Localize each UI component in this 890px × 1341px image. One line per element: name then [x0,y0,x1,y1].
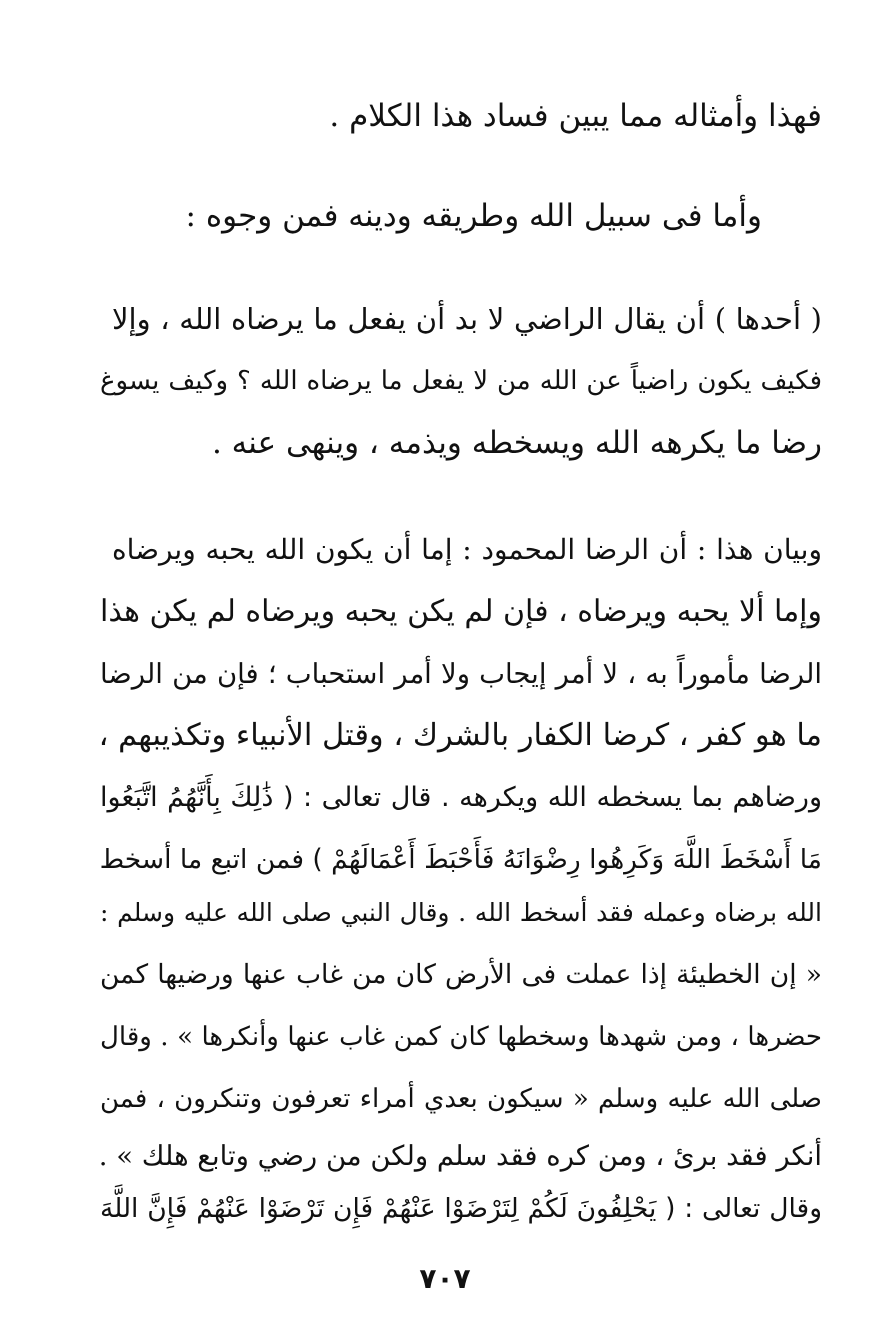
text-line: وإما ألا يحبه ويرضاه ، فإن لم يكن يحبه ويرضاه لم يكن هذا [100,594,822,629]
text-line: وقال تعالى : ( يَحْلِفُونَ لَكُمْ لِتَرْضَوْا عَنْهُمْ فَإِن تَرْضَوْا عَنْهُمْ فَإِنَّ اللَّهَ [100,1193,822,1224]
text-line: حضرها ، ومن شهدها وسخطها كان كمن غاب عنها وأنكرها » . وقال [100,1022,822,1052]
text-line: فهذا وأمثاله مما يبين فساد هذا الكلام . [329,98,822,134]
text-line: « إن الخطيئة إذا عملت فى الأرض كان من غاب عنها ورضيها كمن [100,959,822,990]
section-heading: وأما فى سبيل الله وطريقه ودينه فمن وجوه : [185,198,762,234]
text-line: ورضاهم بما يسخطه الله ويكرهه . قال تعالى : ( ذَٰلِكَ بِأَنَّهُمُ اتَّبَعُوا [100,782,822,813]
text-line: أنكر فقد برئ ، ومن كره فقد سلم ولكن من رضي وتابع هلك » . [98,1140,822,1172]
text-line: وبيان هذا : أن الرضا المحمود : إما أن يكون الله يحبه ويرضاه [112,533,822,566]
text-line: ( أحدها ) أن يقال الراضي لا بد أن يفعل ما يرضاه الله ، وإلا [112,302,822,336]
text-line: ما هو كفر ، كرضا الكفار بالشرك ، وقتل الأنبياء وتكذيبهم ، [98,718,822,753]
text-line: صلى الله عليه وسلم « سيكون بعدي أمراء تعرفون وتنكرون ، فمن [100,1084,822,1114]
text-line: الرضا مأموراً به ، لا أمر إيجاب ولا أمر استحباب ؛ فإن من الرضا [100,658,822,690]
text-line: فكيف يكون راضياً عن الله من لا يفعل ما يرضاه الله ؟ وكيف يسوغ [100,366,822,396]
text-line: مَا أَسْخَطَ اللَّهَ وَكَرِهُوا رِضْوَانَهُ فَأَحْبَطَ أَعْمَالَهُمْ ) فمن اتبع ما أسخط [99,844,822,875]
text-line: الله برضاه وعمله فقد أسخط الله . وقال النبي صلى الله عليه وسلم : [100,898,822,927]
page-number: ٧٠٧ [419,1262,471,1295]
text-line: رضا ما يكرهه الله ويسخطه ويذمه ، وينهى عنه . [211,425,822,461]
